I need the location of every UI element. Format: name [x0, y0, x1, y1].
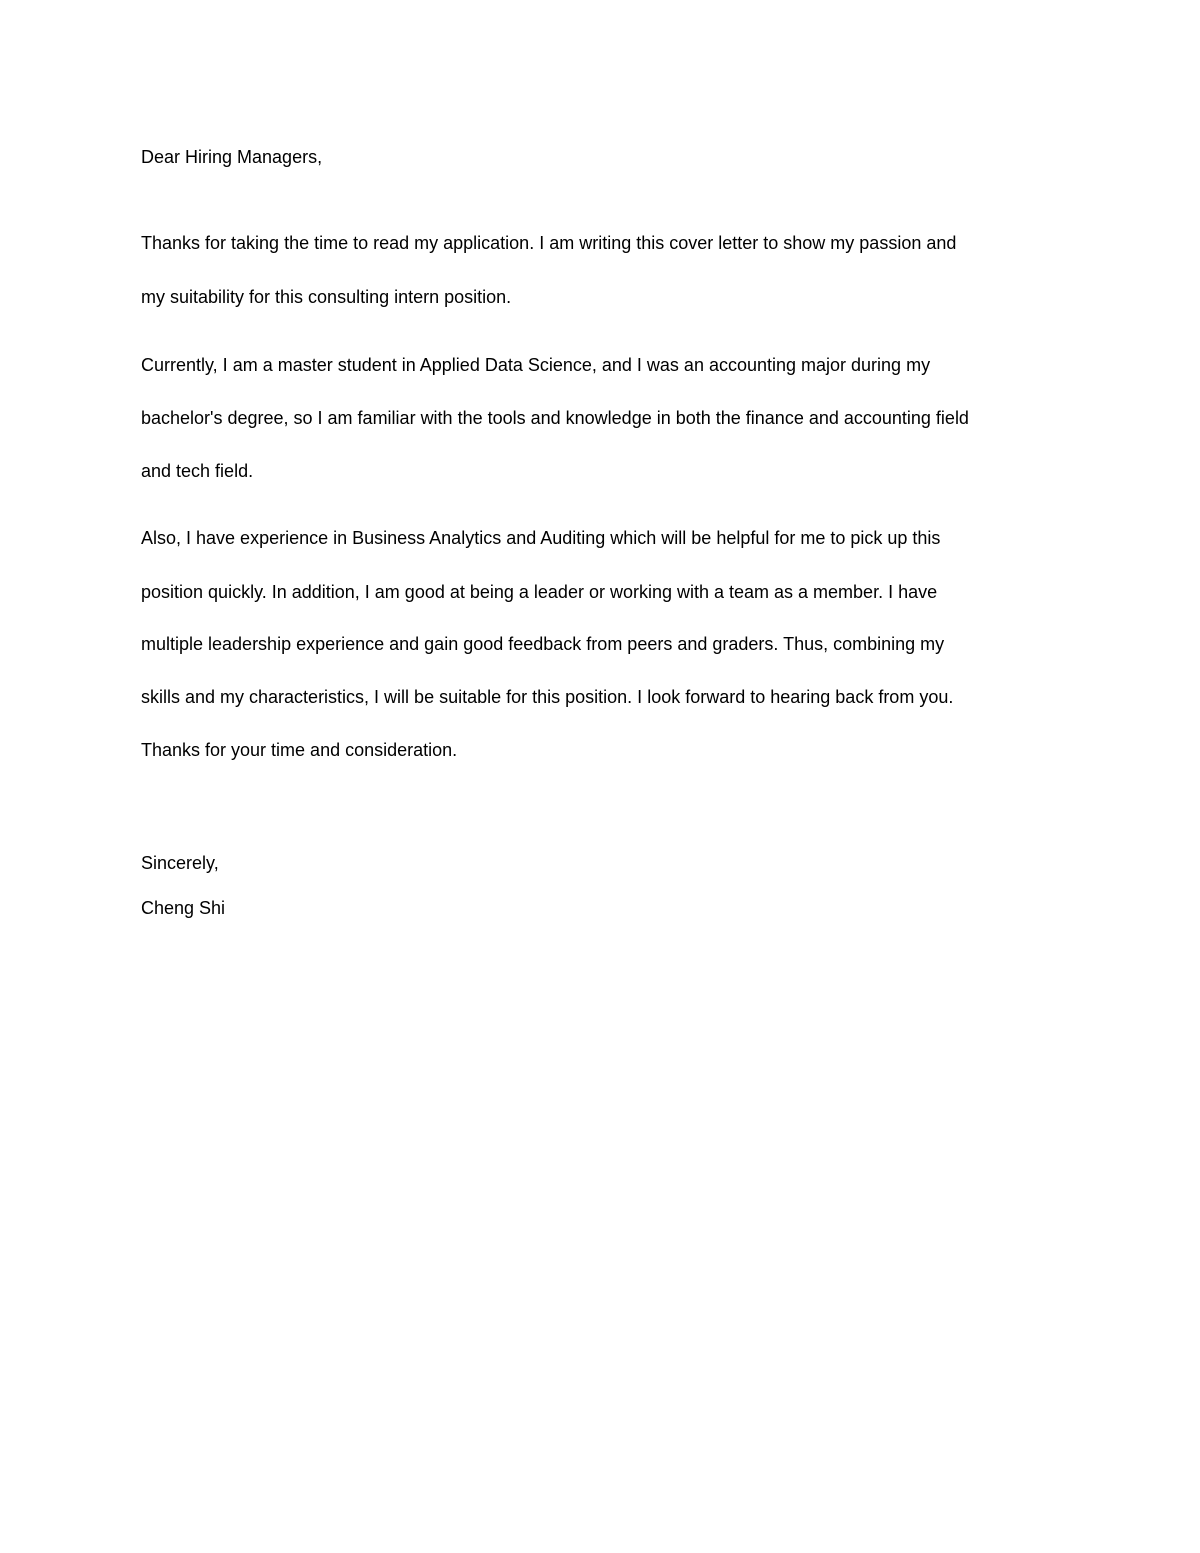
paragraph-1-line-1: Thanks for taking the time to read my application. I am writing this cover letter to show my passion and	[141, 233, 957, 253]
closing: Sincerely,	[141, 853, 219, 873]
paragraph-2-line-3: and tech field.	[141, 461, 254, 481]
paragraph-1-line-2: my suitability for this consulting intern position.	[141, 287, 512, 307]
salutation: Dear Hiring Managers,	[141, 147, 323, 167]
paragraph-3-line-5: Thanks for your time and consideration.	[141, 740, 458, 760]
paragraph-2-line-2: bachelor's degree, so I am familiar with the tools and knowledge in both the finance and accounting field	[141, 408, 969, 428]
paragraph-3-line-2: position quickly. In addition, I am good at being a leader or working with a team as a member. I have	[141, 582, 938, 602]
paragraph-3-line-3: multiple leadership experience and gain good feedback from peers and graders. Thus, combining my	[141, 634, 945, 654]
paragraph-2-line-1: Currently, I am a master student in Applied Data Science, and I was an accounting major during my	[141, 355, 931, 375]
paragraph-3-line-4: skills and my characteristics, I will be suitable for this position. I look forward to hearing back from you.	[141, 687, 954, 707]
paragraph-3-line-1: Also, I have experience in Business Analytics and Auditing which will be helpful for me to pick up this	[141, 528, 941, 548]
signature: Cheng Shi	[141, 898, 226, 918]
